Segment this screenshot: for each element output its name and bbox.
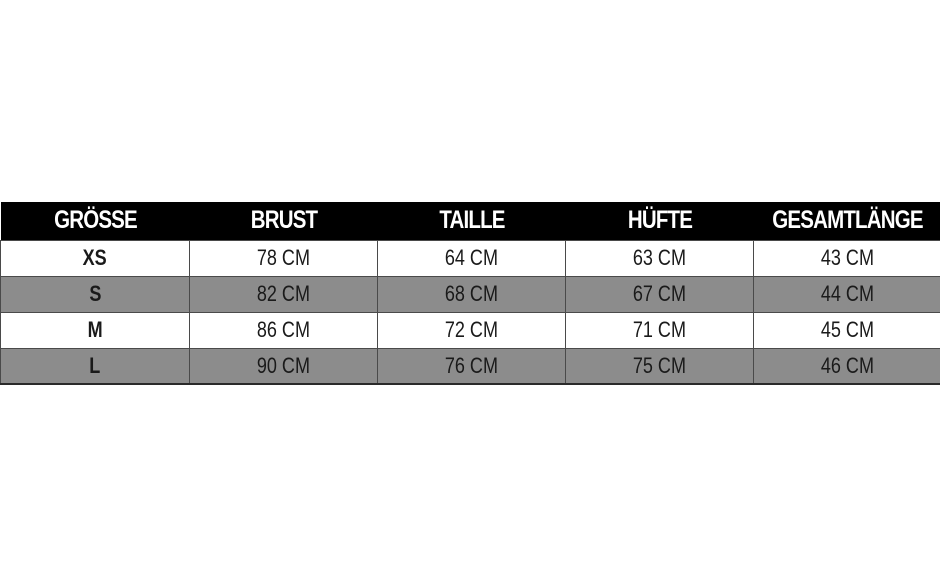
cell-text: 86 CM [256, 317, 311, 342]
cell-text: 67 CM [632, 281, 687, 306]
header-row [1, 202, 940, 240]
cell-text: XS [82, 245, 108, 270]
cell-text: 46 CM [820, 352, 874, 378]
length-cell [754, 240, 940, 276]
cell-text: 75 CM [632, 352, 687, 378]
table-row [1, 276, 940, 312]
cell-text: 43 CM [820, 245, 874, 270]
hip-cell [566, 348, 754, 384]
header-hip: HÜFTE [627, 206, 692, 235]
cell-text: L [89, 352, 101, 378]
size-cell [1, 348, 190, 384]
size-cell [1, 240, 190, 276]
size-cell [1, 312, 190, 348]
header-total-length: GESAMTLÄNGE [771, 206, 923, 235]
header-size: GRÖSSE [53, 206, 137, 235]
chest-cell [190, 276, 378, 312]
waist-cell [378, 276, 566, 312]
length-cell [754, 348, 940, 384]
cell-text: M [87, 317, 103, 342]
table-row [1, 240, 940, 276]
hip-cell [566, 240, 754, 276]
chest-cell [190, 240, 378, 276]
cell-text: 63 CM [632, 245, 687, 270]
waist-cell [378, 348, 566, 384]
cell-text: 44 CM [820, 281, 874, 306]
cell-text: 82 CM [256, 281, 311, 306]
cell-text: S [88, 281, 102, 306]
hip-cell [566, 312, 754, 348]
waist-cell [378, 240, 566, 276]
cell-text: 71 CM [632, 317, 687, 342]
size-chart-header [1, 202, 940, 240]
size-chart-table [0, 202, 940, 385]
header-waist: TAILLE [438, 206, 505, 235]
table-row [1, 312, 940, 348]
header-chest: BRUST [250, 206, 317, 235]
cell-text: 45 CM [820, 317, 874, 342]
cell-text: 68 CM [444, 281, 499, 306]
chest-cell [190, 348, 378, 384]
size-chart-body [1, 240, 940, 384]
waist-cell [378, 312, 566, 348]
cell-text: 76 CM [444, 352, 499, 378]
cell-text: 90 CM [256, 352, 311, 378]
cell-text: 72 CM [444, 317, 499, 342]
cell-text: 78 CM [256, 245, 311, 270]
size-cell [1, 276, 190, 312]
length-cell [754, 312, 940, 348]
hip-cell [566, 276, 754, 312]
cell-text: 64 CM [444, 245, 499, 270]
chest-cell [190, 312, 378, 348]
length-cell [754, 276, 940, 312]
table-row [1, 348, 940, 384]
